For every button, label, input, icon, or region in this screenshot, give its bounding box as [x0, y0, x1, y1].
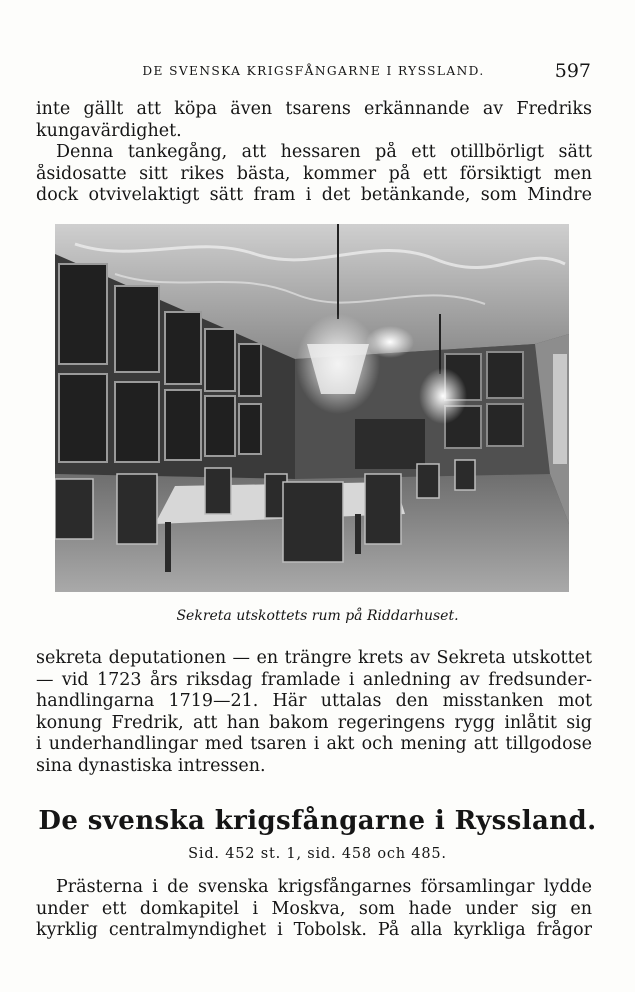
page-number: 597	[554, 60, 591, 82]
paragraph-intro	[36, 99, 592, 207]
paragraph-middle	[36, 648, 592, 777]
text-line: — vid 1723 års riksdag framlade i anledning av fredsunder-	[36, 669, 592, 690]
paragraph-final	[36, 877, 592, 942]
text-line: kungavärdighet.	[36, 120, 182, 141]
running-title: DE SVENSKA KRIGSFÅNGARNE I RYSSLAND.	[142, 64, 485, 78]
figure-caption: Sekreta utskottets rum på Riddarhuset.	[176, 608, 459, 624]
text-line: Denna tankegång, att hessaren på ett otillbörligt sätt	[56, 142, 592, 162]
text-line: inte gällt att köpa även tsarens erkännande av Fredriks	[36, 99, 592, 119]
text-line: kyrklig centralmyndighet i Tobolsk. På alla kyrkliga frågor	[36, 920, 592, 940]
room-photograph-drawing	[55, 224, 569, 592]
text-line: Prästerna i de svenska krigsfångarnes församlingar lydde	[56, 877, 592, 897]
text-line: i underhandlingar med tsaren i akt och mening att tillgodose	[36, 734, 592, 754]
text-line: dock otvivelaktigt sätt fram i det betänkande, som Mindre	[36, 185, 592, 205]
text-line: åsidosatte sitt rikes bästa, kommer på ett försiktigt men	[36, 163, 592, 184]
text-line: konung Fredrik, att han bakom regeringens rygg inlåtit sig	[36, 712, 592, 733]
text-line: sekreta deputationen — en trängre krets av Sekreta utskottet	[36, 648, 592, 668]
text-line: handlingarna 1719—21. Här uttalas den misstanken mot	[36, 691, 592, 711]
text-line: sina dynastiska intressen.	[36, 755, 266, 776]
running-head	[36, 60, 591, 82]
section-heading: De svenska krigsfångarne i Ryssland.	[38, 806, 597, 836]
section-reference: Sid. 452 st. 1, sid. 458 och 485.	[188, 846, 447, 862]
room-photograph	[55, 224, 569, 592]
text-line: under ett domkapitel i Moskva, som hade under sig en	[36, 898, 592, 919]
